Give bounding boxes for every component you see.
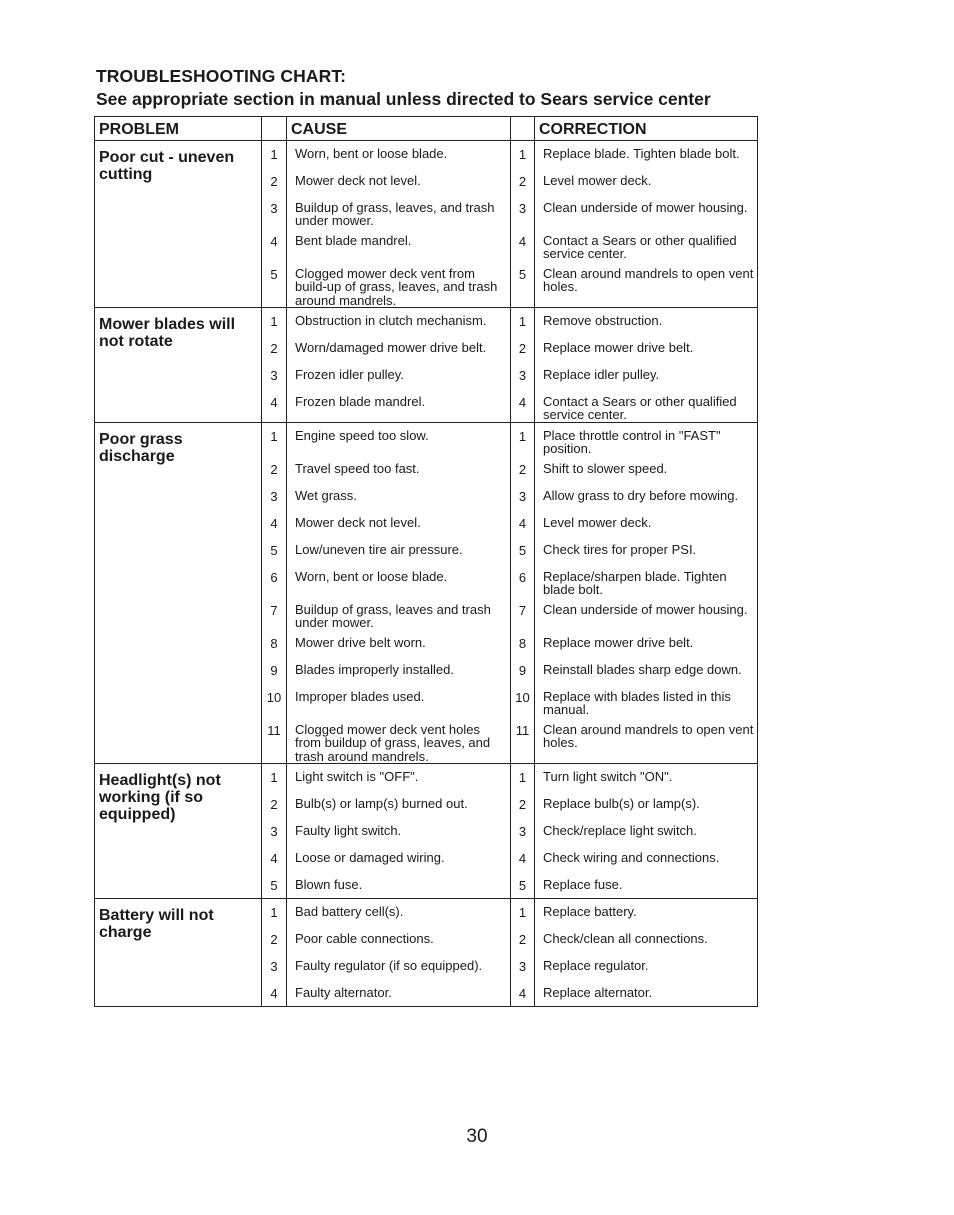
cause-cell: Improper blades used. xyxy=(287,684,511,717)
cause-number: 1 xyxy=(262,141,287,168)
correction-cell: Remove obstruction. xyxy=(535,308,758,335)
table-header-row xyxy=(95,117,758,141)
cause-number: 5 xyxy=(262,537,287,564)
cause-number: 4 xyxy=(262,510,287,537)
cause-number: 3 xyxy=(262,483,287,510)
cause-number: 1 xyxy=(262,899,287,926)
header-correction: CORRECTION xyxy=(535,117,758,141)
cause-cell: Faulty regulator (if so equipped). xyxy=(287,953,511,980)
cause-cell: Mower drive belt worn. xyxy=(287,630,511,657)
correction-number: 3 xyxy=(511,195,535,228)
correction-cell: Clean around mandrels to open vent holes. xyxy=(535,261,758,308)
cause-cell: Low/uneven tire air pressure. xyxy=(287,537,511,564)
cause-number: 1 xyxy=(262,308,287,335)
cause-number: 4 xyxy=(262,228,287,261)
problem-cell: Mower blades will not rotate xyxy=(95,308,262,423)
header-cause-num xyxy=(262,117,287,141)
cause-number: 2 xyxy=(262,926,287,953)
cause-cell: Clogged mower deck vent holes from buildup of grass, leaves, and trash around mandrels. xyxy=(287,717,511,764)
cause-cell: Loose or damaged wiring. xyxy=(287,845,511,872)
cause-number: 8 xyxy=(262,630,287,657)
correction-number: 4 xyxy=(511,389,535,423)
correction-number: 3 xyxy=(511,483,535,510)
header-cause: CAUSE xyxy=(287,117,511,141)
correction-cell: Clean underside of mower housing. xyxy=(535,597,758,630)
page-number: 30 xyxy=(466,1126,488,1147)
correction-cell: Replace fuse. xyxy=(535,872,758,899)
correction-number: 4 xyxy=(511,845,535,872)
cause-number: 5 xyxy=(262,261,287,308)
correction-number: 5 xyxy=(511,537,535,564)
cause-number: 6 xyxy=(262,564,287,597)
correction-number: 1 xyxy=(511,422,535,456)
correction-number: 2 xyxy=(511,926,535,953)
cause-number: 1 xyxy=(262,764,287,791)
correction-number: 2 xyxy=(511,791,535,818)
table-body xyxy=(95,141,758,1007)
correction-cell: Check/clean all connections. xyxy=(535,926,758,953)
correction-cell: Shift to slower speed. xyxy=(535,456,758,483)
table-row xyxy=(95,141,758,168)
cause-number: 4 xyxy=(262,980,287,1007)
correction-cell: Level mower deck. xyxy=(535,168,758,195)
correction-number: 8 xyxy=(511,630,535,657)
problem-cell: Headlight(s) not working (if so equipped) xyxy=(95,764,262,899)
correction-number: 3 xyxy=(511,362,535,389)
correction-cell: Replace mower drive belt. xyxy=(535,630,758,657)
correction-number: 3 xyxy=(511,818,535,845)
cause-cell: Bad battery cell(s). xyxy=(287,899,511,926)
correction-cell: Check wiring and connections. xyxy=(535,845,758,872)
correction-number: 9 xyxy=(511,657,535,684)
correction-cell: Turn light switch "ON". xyxy=(535,764,758,791)
correction-number: 1 xyxy=(511,141,535,168)
correction-number: 3 xyxy=(511,953,535,980)
correction-cell: Level mower deck. xyxy=(535,510,758,537)
correction-cell: Replace blade. Tighten blade bolt. xyxy=(535,141,758,168)
cause-number: 10 xyxy=(262,684,287,717)
cause-number: 2 xyxy=(262,456,287,483)
cause-cell: Engine speed too slow. xyxy=(287,422,511,456)
cause-cell: Mower deck not level. xyxy=(287,510,511,537)
troubleshooting-table xyxy=(94,116,758,1007)
correction-number: 2 xyxy=(511,456,535,483)
chart-title: TROUBLESHOOTING CHART: xyxy=(96,66,347,86)
chart-subtitle: See appropriate section in manual unless directed to Sears service center xyxy=(96,89,711,109)
cause-number: 4 xyxy=(262,389,287,423)
table-row xyxy=(95,764,758,791)
cause-cell: Light switch is "OFF". xyxy=(287,764,511,791)
correction-number: 2 xyxy=(511,168,535,195)
correction-number: 7 xyxy=(511,597,535,630)
cause-cell: Worn/damaged mower drive belt. xyxy=(287,335,511,362)
correction-cell: Replace with blades listed in this manual. xyxy=(535,684,758,717)
cause-cell: Blades improperly installed. xyxy=(287,657,511,684)
correction-cell: Replace mower drive belt. xyxy=(535,335,758,362)
correction-cell: Allow grass to dry before mowing. xyxy=(535,483,758,510)
problem-cell: Poor grass discharge xyxy=(95,422,262,764)
correction-cell: Check/replace light switch. xyxy=(535,818,758,845)
correction-cell: Replace regulator. xyxy=(535,953,758,980)
correction-number: 1 xyxy=(511,764,535,791)
cause-number: 3 xyxy=(262,362,287,389)
correction-number: 1 xyxy=(511,899,535,926)
cause-number: 2 xyxy=(262,168,287,195)
correction-cell: Contact a Sears or other qualified service center. xyxy=(535,389,758,423)
cause-cell: Frozen blade mandrel. xyxy=(287,389,511,423)
header-problem: PROBLEM xyxy=(95,117,262,141)
table-row xyxy=(95,899,758,926)
cause-cell: Blown fuse. xyxy=(287,872,511,899)
cause-cell: Faulty alternator. xyxy=(287,980,511,1007)
table-row xyxy=(95,308,758,335)
correction-number: 6 xyxy=(511,564,535,597)
correction-number: 4 xyxy=(511,980,535,1007)
cause-number: 3 xyxy=(262,818,287,845)
correction-cell: Replace alternator. xyxy=(535,980,758,1007)
cause-cell: Clogged mower deck vent from build-up of grass, leaves, and trash around mandrels. xyxy=(287,261,511,308)
correction-number: 2 xyxy=(511,335,535,362)
cause-cell: Travel speed too fast. xyxy=(287,456,511,483)
cause-cell: Bent blade mandrel. xyxy=(287,228,511,261)
correction-number: 4 xyxy=(511,510,535,537)
correction-number: 11 xyxy=(511,717,535,764)
correction-cell: Clean underside of mower housing. xyxy=(535,195,758,228)
cause-cell: Frozen idler pulley. xyxy=(287,362,511,389)
correction-cell: Replace/sharpen blade. Tighten blade bolt. xyxy=(535,564,758,597)
cause-cell: Bulb(s) or lamp(s) burned out. xyxy=(287,791,511,818)
correction-number: 1 xyxy=(511,308,535,335)
correction-cell: Clean around mandrels to open vent holes. xyxy=(535,717,758,764)
cause-cell: Poor cable connections. xyxy=(287,926,511,953)
correction-cell: Place throttle control in "FAST" position. xyxy=(535,422,758,456)
correction-cell: Check tires for proper PSI. xyxy=(535,537,758,564)
cause-number: 5 xyxy=(262,872,287,899)
correction-cell: Replace battery. xyxy=(535,899,758,926)
correction-cell: Replace bulb(s) or lamp(s). xyxy=(535,791,758,818)
cause-cell: Mower deck not level. xyxy=(287,168,511,195)
correction-number: 5 xyxy=(511,261,535,308)
correction-number: 4 xyxy=(511,228,535,261)
problem-cell: Poor cut - uneven cutting xyxy=(95,141,262,308)
cause-cell: Buildup of grass, leaves and trash under mower. xyxy=(287,597,511,630)
cause-cell: Faulty light switch. xyxy=(287,818,511,845)
cause-number: 2 xyxy=(262,335,287,362)
correction-cell: Replace idler pulley. xyxy=(535,362,758,389)
cause-cell: Wet grass. xyxy=(287,483,511,510)
table-row xyxy=(95,422,758,456)
problem-cell: Battery will not charge xyxy=(95,899,262,1007)
cause-number: 3 xyxy=(262,953,287,980)
cause-cell: Worn, bent or loose blade. xyxy=(287,564,511,597)
cause-cell: Buildup of grass, leaves, and trash under mower. xyxy=(287,195,511,228)
cause-number: 9 xyxy=(262,657,287,684)
cause-number: 3 xyxy=(262,195,287,228)
correction-cell: Reinstall blades sharp edge down. xyxy=(535,657,758,684)
correction-cell: Contact a Sears or other qualified service center. xyxy=(535,228,758,261)
cause-number: 4 xyxy=(262,845,287,872)
header-correction-num xyxy=(511,117,535,141)
cause-number: 1 xyxy=(262,422,287,456)
correction-number: 10 xyxy=(511,684,535,717)
cause-number: 7 xyxy=(262,597,287,630)
correction-number: 5 xyxy=(511,872,535,899)
cause-cell: Obstruction in clutch mechanism. xyxy=(287,308,511,335)
cause-number: 2 xyxy=(262,791,287,818)
cause-number: 11 xyxy=(262,717,287,764)
cause-cell: Worn, bent or loose blade. xyxy=(287,141,511,168)
